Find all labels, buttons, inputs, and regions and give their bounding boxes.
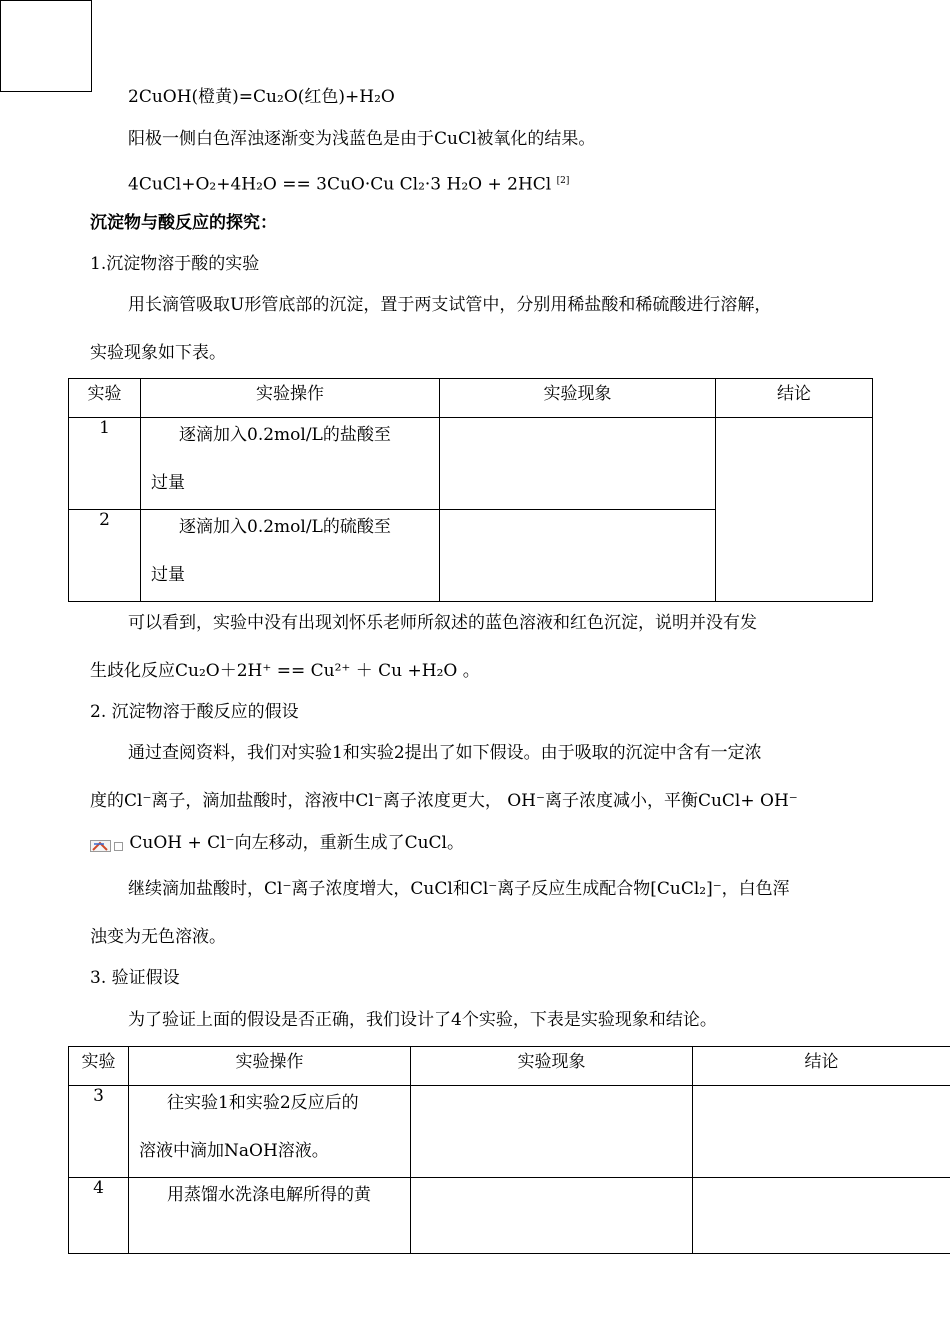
- table-row: [69, 1086, 950, 1178]
- operation-line-1: 往实验1和实验2反应后的: [167, 1093, 359, 1113]
- operation-line-2: 过量: [151, 565, 185, 585]
- operation-line-1: 逐滴加入0.2mol/L的硫酸至: [179, 517, 391, 537]
- header-phenomenon: 实验现象: [411, 1047, 693, 1086]
- row-number: 4: [69, 1178, 129, 1254]
- row-conclusion: [693, 1086, 950, 1178]
- row-conclusion: [716, 418, 873, 602]
- table-row: [69, 1178, 950, 1254]
- paragraph-observation-a: 可以看到，实验中没有出现刘怀乐老师所叙述的蓝色溶液和红色沉淀，说明并没有发: [128, 613, 757, 633]
- corner-frame: [0, 0, 92, 92]
- row-phenomenon: [440, 510, 716, 602]
- subsection-3-title: 3. 验证假设: [90, 968, 180, 988]
- table-header-row: [69, 1047, 950, 1086]
- operation-line-1: 逐滴加入0.2mol/L的盐酸至: [179, 425, 391, 445]
- paragraph-observation-b: 生歧化反应Cu₂O＋2H⁺ == Cu²⁺ ＋ Cu +H₂O 。: [90, 661, 480, 681]
- experiment-table-2: [68, 1046, 950, 1254]
- experiment-table-1: [68, 378, 873, 602]
- row-operation: [141, 510, 440, 602]
- operation-line-2: 过量: [151, 473, 185, 493]
- equation-cucl-oxidation: [128, 170, 569, 196]
- row-conclusion: [693, 1178, 950, 1254]
- header-conclusion: 结论: [693, 1047, 950, 1086]
- subsection-2-text-b: 度的Cl⁻离子，滴加盐酸时，溶液中Cl⁻离子浓度更大， OH⁻离子浓度减小，平衡CuCl+ OH⁻: [90, 791, 798, 811]
- row-operation: [141, 418, 440, 510]
- header-conclusion: 结论: [716, 379, 873, 418]
- subsection-1-text-b: 实验现象如下表。: [90, 343, 226, 363]
- row-phenomenon: [411, 1178, 693, 1254]
- header-phenomenon: 实验现象: [440, 379, 716, 418]
- header-operation: 实验操作: [129, 1047, 411, 1086]
- subsection-2-text-a: 通过查阅资料，我们对实验1和实验2提出了如下假设。由于吸取的沉淀中含有一定浓: [128, 743, 762, 763]
- subsection-2-title: 2. 沉淀物溶于酸反应的假设: [90, 702, 299, 722]
- equilibrium-arrow-icon: [90, 837, 124, 851]
- subsection-2-text-c: [90, 832, 464, 854]
- header-experiment: 实验: [69, 379, 141, 418]
- equation-text: 4CuCl+O₂+4H₂O == 3CuO·Cu Cl₂·3 H₂O + 2HCl: [128, 174, 552, 195]
- operation-line-2: 溶液中滴加NaOH溶液。: [139, 1141, 329, 1161]
- equation-continuation: CuOH + Cl⁻向左移动，重新生成了CuCl。: [129, 833, 464, 853]
- row-phenomenon: [440, 418, 716, 510]
- operation-line-1: 用蒸馏水洗涤电解所得的黄: [167, 1185, 371, 1205]
- row-operation: [129, 1086, 411, 1178]
- subsection-2-text-d: 继续滴加盐酸时，Cl⁻离子浓度增大，CuCl和Cl⁻离子反应生成配合物[CuCl₂]⁻，白色浑: [128, 879, 790, 899]
- table-header-row: [69, 379, 873, 418]
- subsection-3-text: 为了验证上面的假设是否正确，我们设计了4个实验，下表是实验现象和结论。: [128, 1010, 717, 1030]
- row-phenomenon: [411, 1086, 693, 1178]
- header-experiment: 实验: [69, 1047, 129, 1086]
- reference-mark: [2]: [556, 176, 570, 186]
- equation-cuoh: 2CuOH(橙黄)=Cu₂O(红色)+H₂O: [128, 87, 395, 107]
- paragraph-anode: 阳极一侧白色浑浊逐渐变为浅蓝色是由于CuCl被氧化的结果。: [128, 129, 596, 149]
- header-operation: 实验操作: [141, 379, 440, 418]
- row-number: 2: [69, 510, 141, 602]
- row-number: 3: [69, 1086, 129, 1178]
- subsection-1-title: 1.沉淀物溶于酸的实验: [90, 254, 260, 274]
- row-number: 1: [69, 418, 141, 510]
- section-heading: 沉淀物与酸反应的探究：: [90, 213, 277, 233]
- table-row: [69, 418, 873, 510]
- subsection-2-text-e: 浊变为无色溶液。: [90, 927, 226, 947]
- subsection-1-text-a: 用长滴管吸取U形管底部的沉淀，置于两支试管中，分别用稀盐酸和稀硫酸进行溶解，: [128, 295, 772, 315]
- row-operation: [129, 1178, 411, 1254]
